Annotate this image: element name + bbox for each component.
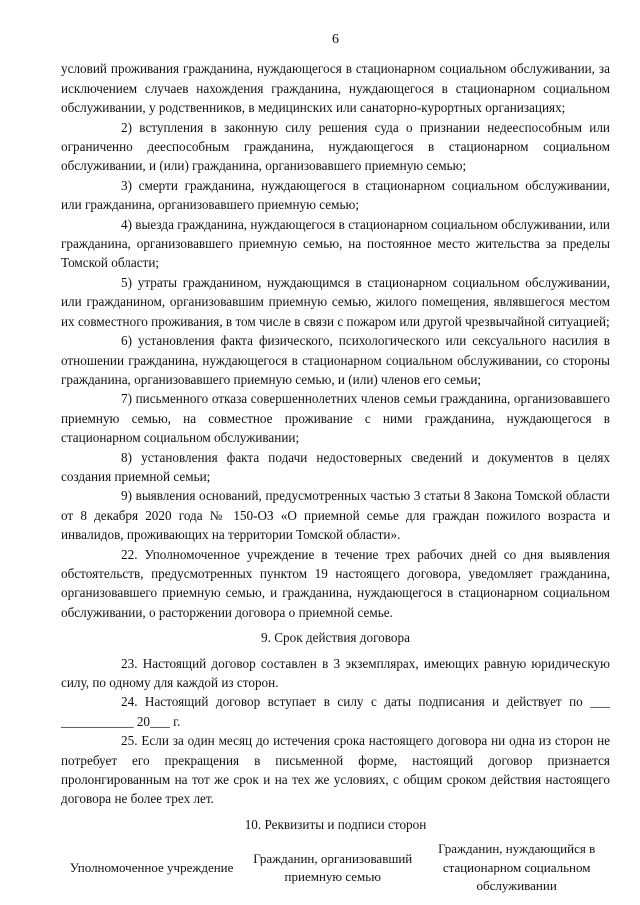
section-9-heading: 9. Срок действия договора (261, 630, 410, 646)
paragraph-item-2: 2) вступления в законную силу решения суда о признании недееспособным или ограниченно дееспособным гражданина, нуждающегося в стационарном социальном обслуживании, и (или) гражданина, организовавшего приемную семью; (61, 119, 610, 174)
party-authorized-institution: Уполномоченное учреждение (69, 859, 234, 875)
paragraph-item-4: 4) выезда гражданина, нуждающегося в стационарном социальном обслуживании, или гражданина, организовавшего приемную семью, на постоянное место жительства за пределы Томской области; (61, 216, 610, 271)
paragraph-item-7: 7) письменного отказа совершеннолетних членов семьи гражданина, организовавшего приемную семью, на совместное проживание с ними гражданина, нуждающегося в стационарном социальном обслуживании; (61, 391, 610, 446)
paragraph-item-3: 3) смерти гражданина, нуждающегося в стационарном социальном обслуживании, или гражданина, организовавшего приемную семью; (61, 177, 610, 213)
paragraph-clause-25: 25. Если за один месяц до истечения срока настоящего договора ни одна из сторон не потребует его прекращения в письменной форме, настоящий договор признается пролонгированным на тот же срок и на тех же условиях, с общим сроком действия настоящего договора не более трех лет. (61, 733, 610, 807)
signatures-table (61, 840, 610, 896)
page-number: 6 (332, 32, 339, 47)
paragraph-item-5: 5) утраты гражданином, нуждающимся в стационарном социальном обслуживании, или гражданином, организовавшим приемную семью, жилого помещения, являвшегося местом их совместного проживания, в том числе в связи с пожаром или другой чрезвычайной ситуацией; (61, 274, 610, 329)
paragraph-continuation: условий проживания гражданина, нуждающегося в стационарном социальном обслуживании, за исключением случаев нахождения гражданина, нуждающегося в стационарном социальном обслуживании, у родственников, в медицинских или санаторно-курортных организациях; (61, 61, 610, 116)
signatures-header-row (61, 840, 610, 896)
document-page (61, 30, 610, 896)
party-care-recipient-citizen: Гражданин, нуждающийся в стационарном социальном обслуживании (438, 841, 596, 894)
paragraph-item-6: 6) установления факта физического, психологического или сексуального насилия в отношении гражданина, нуждающегося в стационарном социальном обслуживании, со стороны гражданина, организовавшего приемную семью, и (или) членов его семьи; (61, 333, 610, 387)
paragraph-clause-22: 22. Уполномоченное учреждение в течение трех рабочих дней со дня выявления обстоятельств, предусмотренных пунктом 19 настоящего договора, уведомляет гражданина, организовавшего приемную семью, и гражданина, нуждающегося в стационарном социальном обслуживании, о расторжении договора о приемной семье. (61, 546, 610, 620)
paragraph-item-9: 9) выявления оснований, предусмотренных частью 3 статьи 8 Закона Томской области от 8 декабря 2020 года № 150-ОЗ «О приемной семье для граждан пожилого возраста и инвалидов, проживающих на территории Томской области». (61, 488, 610, 543)
party-host-family-citizen: Гражданин, организовавший приемную семью (253, 850, 413, 884)
section-10-heading: 10. Реквизиты и подписи сторон (244, 816, 427, 832)
paragraph-item-8: 8) установления факта подачи недостоверных сведений и документов в целях создания приемной семьи; (61, 449, 610, 484)
paragraph-clause-24: 24. Настоящий договор вступает в силу с даты подписания и действует по ___ ___________ 20___ г. (61, 694, 610, 729)
paragraph-clause-23: 23. Настоящий договор составлен в 3 экземплярах, имеющих равную юридическую силу, по одному для каждой из сторон. (61, 655, 610, 690)
